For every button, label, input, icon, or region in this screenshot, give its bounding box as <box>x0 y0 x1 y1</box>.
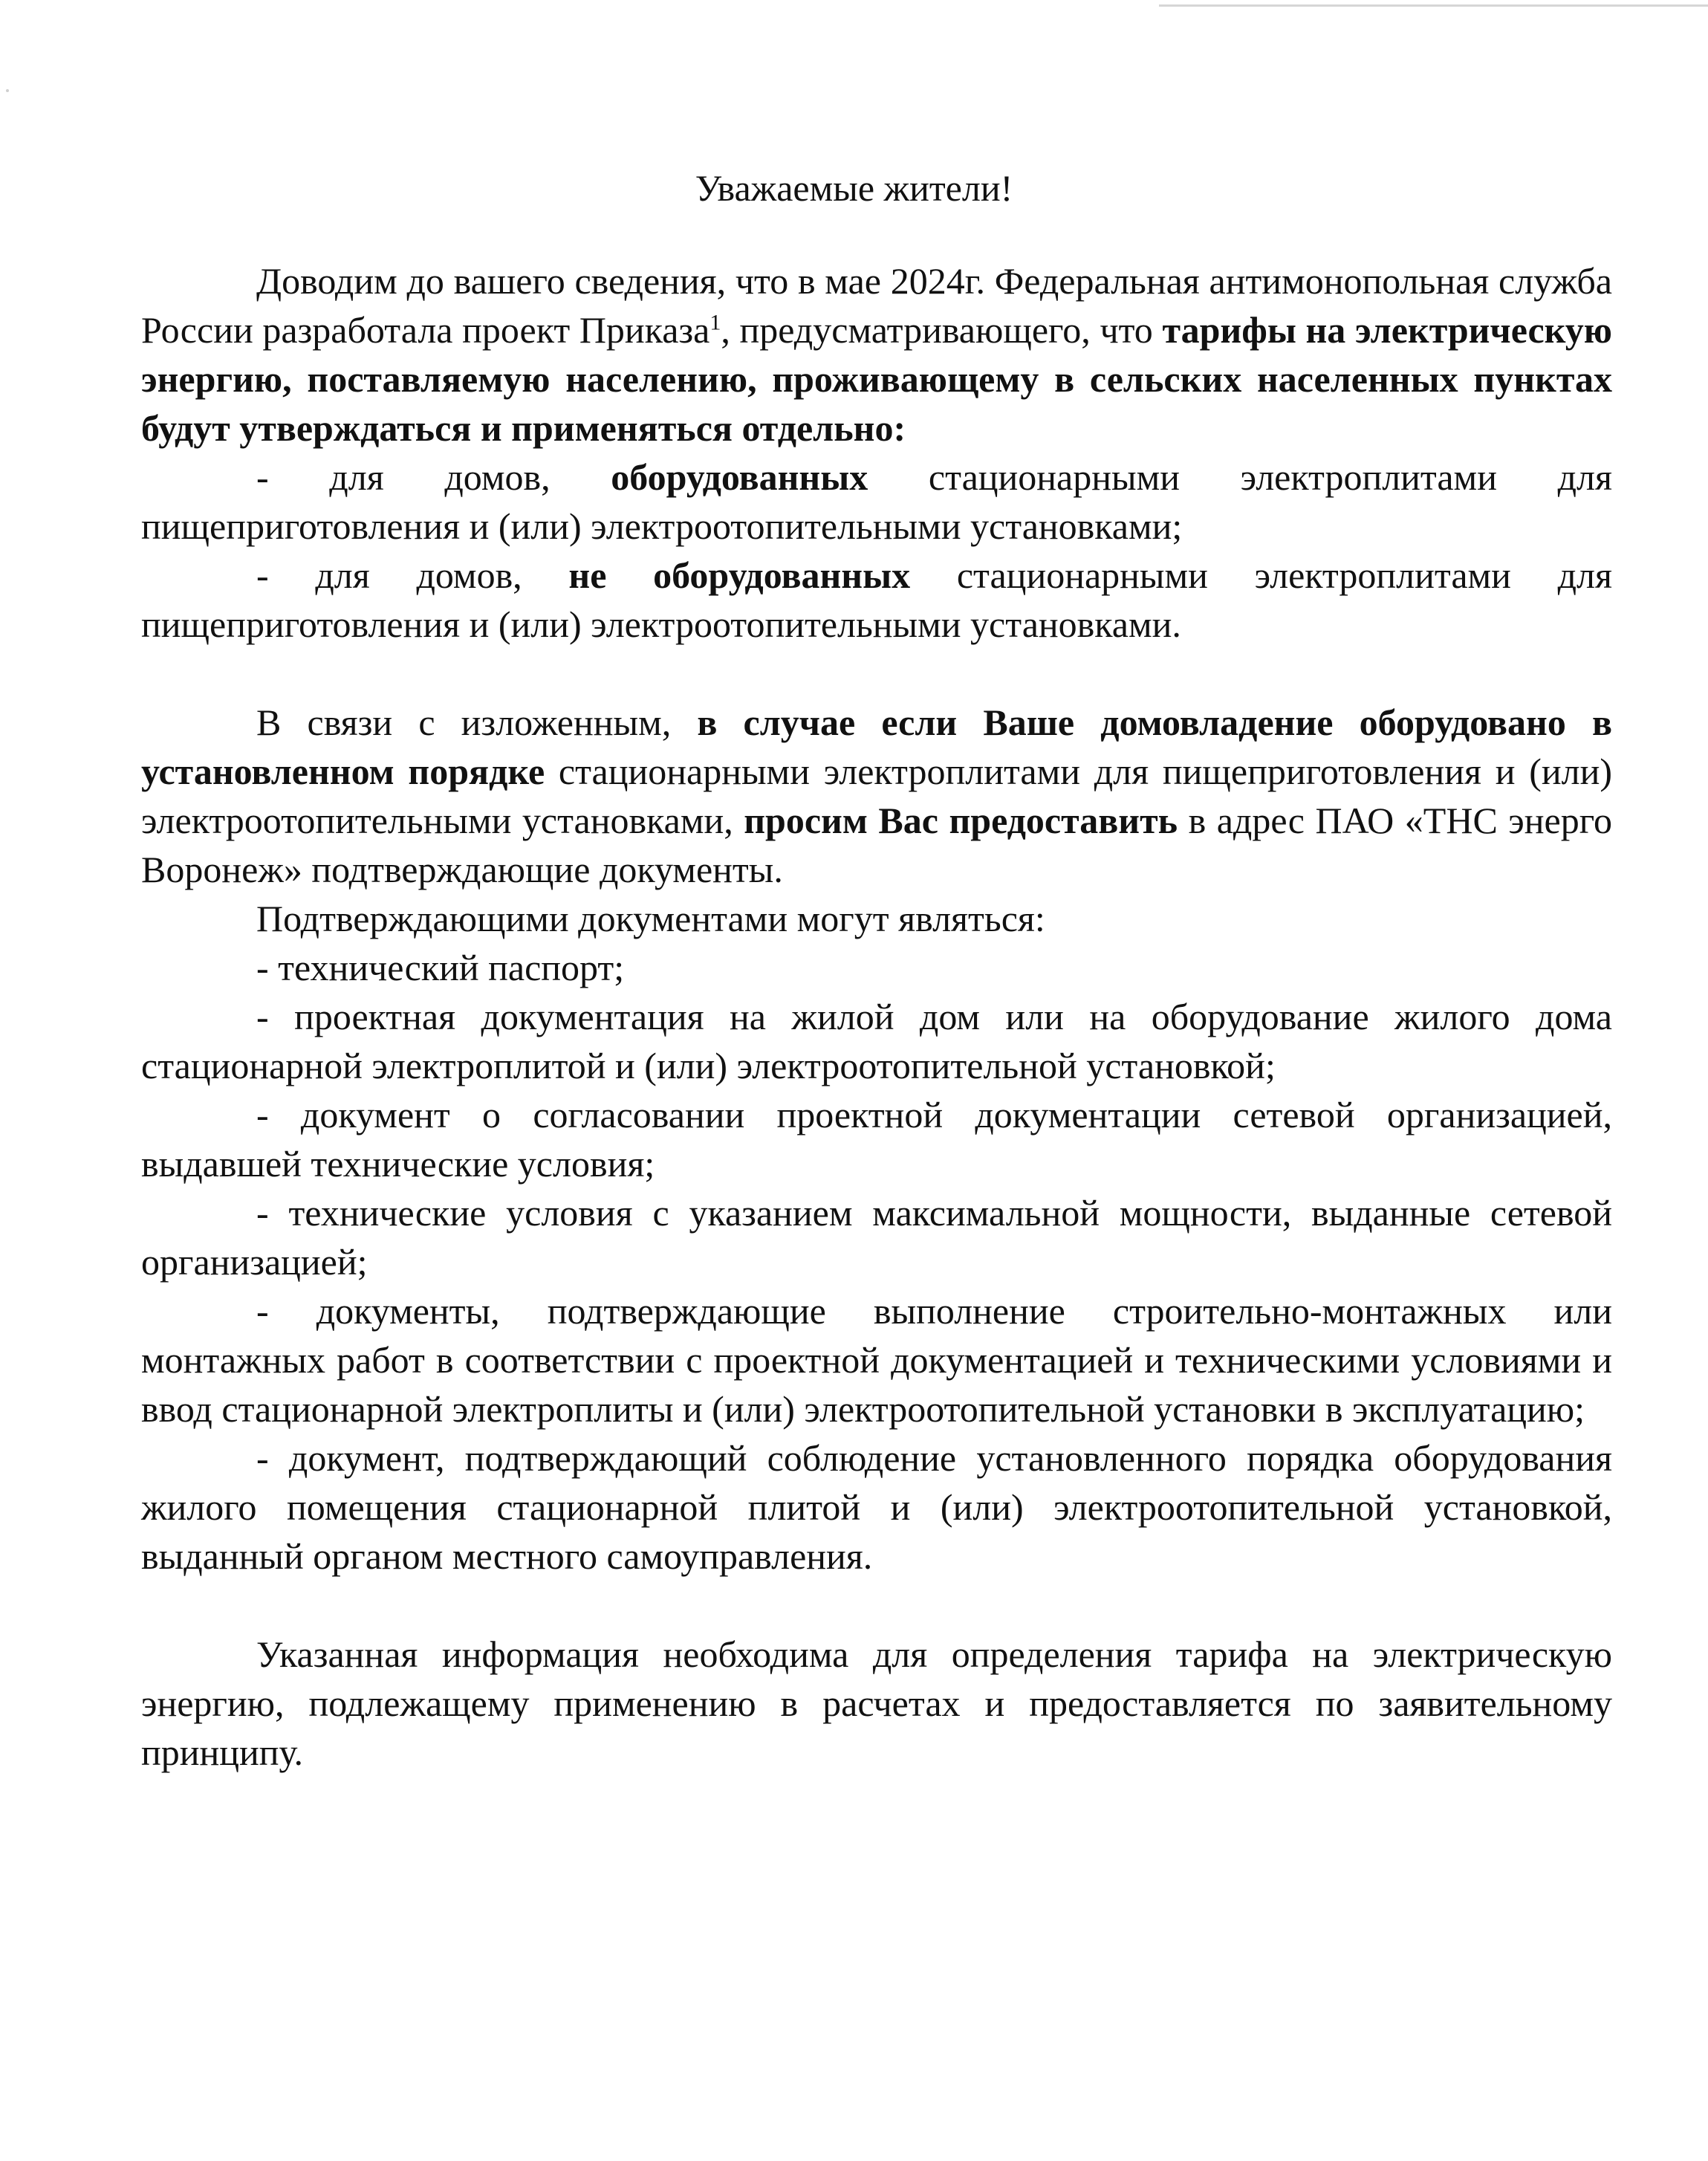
greeting-heading: Уважаемые жители! <box>695 167 1013 209</box>
scan-edge-line <box>1159 4 1708 7</box>
closing-paragraph: Указанная информация необходима для определения тарифа на электрическую энергию, подлежащему применению в расчетах и предоставляется по заявительному принципу. <box>141 1633 1612 1773</box>
request-paragraph <box>141 698 1612 894</box>
list-item-not-equipped <box>141 551 1612 649</box>
item2-bold: не оборудованных <box>568 554 911 596</box>
request-bold-1: в случае если Ваше домовладение оборудовано в установленном порядке <box>141 702 1612 792</box>
item2-text-2: стационарными электроплитами для пищеприготовления и (или) электроотопительными установками. <box>141 554 1613 645</box>
paragraph-gap <box>141 649 1612 698</box>
letter-body <box>141 256 1612 1777</box>
request-text-3: в адрес ПАО «ТНС энерго Воронеж» подтверждающие документы. <box>141 800 1612 890</box>
doc-list-item: - проектная документация на жилой дом или на оборудование жилого дома стационарной электроплитой и (или) электроотопительной установкой; <box>141 996 1612 1086</box>
intro-paragraph <box>141 256 1612 453</box>
footnote-mark: 1 <box>709 310 721 335</box>
paragraph-gap <box>141 1581 1612 1630</box>
doc-list-item: - технические условия с указанием максимальной мощности, выданные сетевой организацией; <box>141 1192 1612 1283</box>
doc-list-item: - технический паспорт; <box>256 947 625 988</box>
item1-text-1: - для домов, <box>256 456 611 498</box>
doc-list-item: - документ, подтверждающий соблюдение установленного порядка оборудования жилого помещения стационарной плитой и (или) электроотопительной установкой, выданный органом местного самоуправления. <box>141 1437 1612 1577</box>
intro-text-1: Доводим до вашего сведения, что в мае 2024г. Федеральная антимонопольная служба России разработала проект Приказа <box>141 260 1612 351</box>
intro-text-2: , предусматривающего, что <box>721 309 1163 351</box>
intro-bold-text: тарифы на электрическую энергию, поставляемую населению, проживающему в сельских населенных пунктах будут утверждаться и применяться отдельно: <box>141 309 1612 449</box>
item2-text-1: - для домов, <box>256 554 569 596</box>
scan-speck <box>6 89 9 92</box>
list-item-equipped <box>141 453 1612 551</box>
item1-text-2: стационарными электроплитами для пищеприготовления и (или) электроотопительными установками; <box>141 456 1612 547</box>
request-text-2: стационарными электроплитами для пищеприготовления и (или) электроотопительными установками, <box>141 751 1612 841</box>
request-bold-2: просим Вас предоставить <box>744 800 1178 841</box>
doc-list-item: - документы, подтверждающие выполнение строительно-монтажных или монтажных работ в соответствии с проектной документацией и техническими условиями и ввод стационарной электроплиты и (или) электроотопительной установки в эксплуатацию; <box>141 1290 1612 1430</box>
docs-heading: Подтверждающими документами могут являться: <box>256 898 1045 939</box>
request-text-1: В связи с изложенным, <box>256 702 698 743</box>
item1-bold: оборудованных <box>611 456 868 498</box>
doc-list-item: - документ о согласовании проектной документации сетевой организацией, выдавшей технические условия; <box>141 1094 1612 1185</box>
